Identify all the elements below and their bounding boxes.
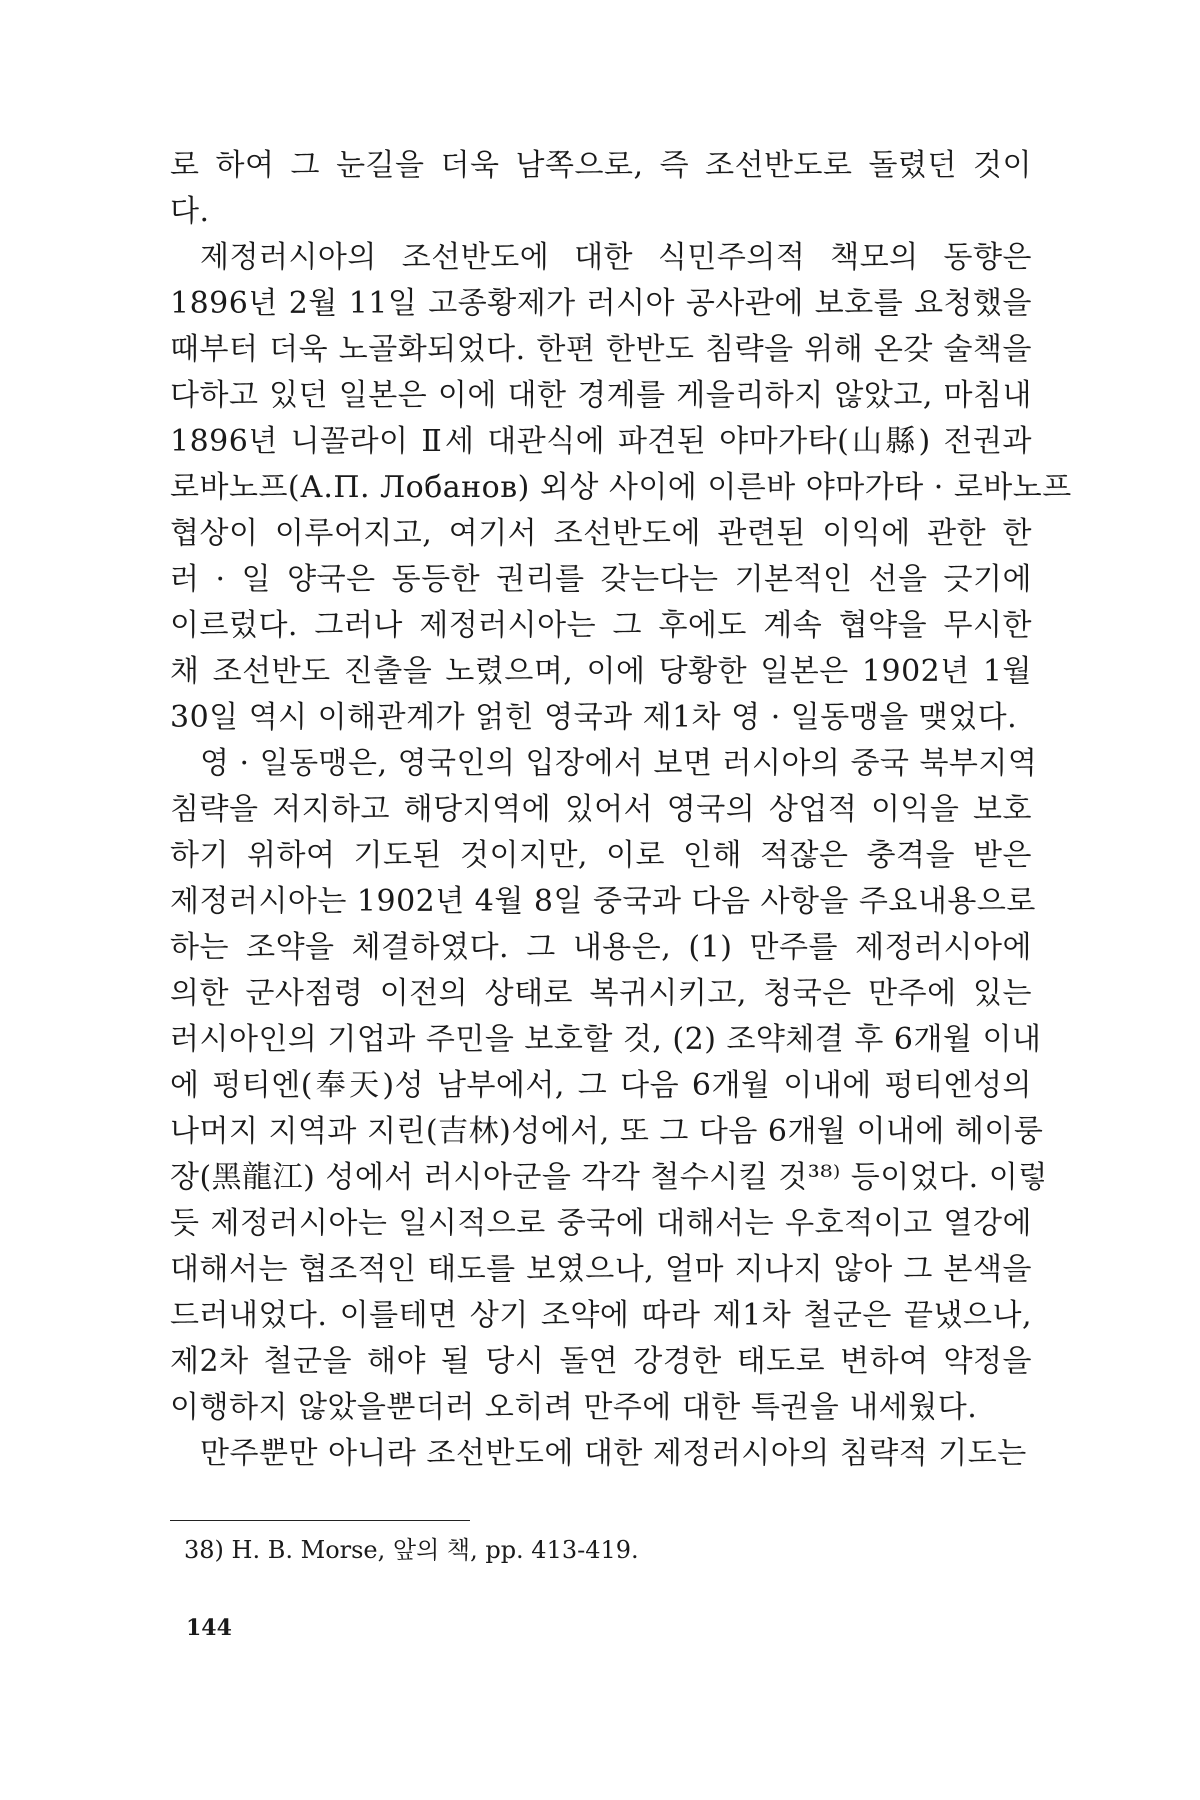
text-line: 이르렀다. 그러나 제정러시아는 그 후에도 계속 협약을 무시한 <box>170 608 1032 643</box>
text-line: 의한 군사점령 이전의 상태로 복귀시키고, 청국은 만주에 있는 <box>170 976 1032 1011</box>
text-line: 하기 위하여 기도된 것이지만, 이로 인해 적잖은 충격을 받은 <box>170 838 1032 873</box>
text-line: 듯 제정러시아는 일시적으로 중국에 대해서는 우호적이고 열강에 <box>170 1206 1032 1241</box>
text-line: 장(黑龍江) 성에서 러시아군을 각각 철수시킬 것³⁸⁾ 등이었다. 이렇 <box>170 1160 1048 1195</box>
paragraph-first-line: 영 · 일동맹은, 영국인의 입장에서 보면 러시아의 중국 북부지역 <box>200 746 1038 781</box>
text-line: 1896년 2월 11일 고종황제가 러시아 공사관에 보호를 요청했을 <box>170 286 1032 321</box>
text-line: 하는 조약을 체결하였다. 그 내용은, (1) 만주를 제정러시아에 <box>170 930 1032 965</box>
text-line: 제정러시아는 1902년 4월 8일 중국과 다음 사항을 주요내용으로 <box>170 884 1036 919</box>
text-line: 침략을 저지하고 해당지역에 있어서 영국의 상업적 이익을 보호 <box>170 792 1032 827</box>
text-line: 제2차 철군을 해야 될 당시 돌연 강경한 태도로 변하여 약정을 <box>170 1344 1032 1379</box>
text-line: 에 펑티엔(奉天)성 남부에서, 그 다음 6개월 이내에 펑티엔성의 <box>170 1068 1032 1103</box>
text-line: 1896년 니꼴라이 Ⅱ세 대관식에 파견된 야마가타(山縣) 전권과 <box>170 424 1032 459</box>
text-line: 때부터 더욱 노골화되었다. 한편 한반도 침략을 위해 온갖 술책을 <box>170 332 1032 367</box>
text-line: 30일 역시 이해관계가 얽힌 영국과 제1차 영 · 일동맹을 맺었다. <box>170 700 1018 735</box>
text-line: 이행하지 않았을뿐더러 오히려 만주에 대한 특권을 내세웠다. <box>170 1390 978 1425</box>
text-line: 로바노프(А.П. Лобанов) 외상 사이에 이른바 야마가타 · 로바노프 <box>170 470 1072 505</box>
text-line: 다하고 있던 일본은 이에 대한 경계를 게을리하지 않았고, 마침내 <box>170 378 1032 413</box>
text-line: 다. <box>170 194 210 229</box>
paragraph-first-line: 만주뿐만 아니라 조선반도에 대한 제정러시아의 침략적 기도는 <box>200 1436 1027 1471</box>
text-line: 러 · 일 양국은 동등한 권리를 갖는다는 기본적인 선을 긋기에 <box>170 562 1032 597</box>
text-line: 협상이 이루어지고, 여기서 조선반도에 관련된 이익에 관한 한 <box>170 516 1032 551</box>
text-line: 러시아인의 기업과 주민을 보호할 것, (2) 조약체결 후 6개월 이내 <box>170 1022 1042 1057</box>
body-text <box>170 143 1072 1477</box>
text-line: 채 조선반도 진출을 노렸으며, 이에 당황한 일본은 1902년 1월 <box>170 654 1032 689</box>
paragraph-first-line: 제정러시아의 조선반도에 대한 식민주의적 책모의 동향은 <box>200 240 1032 275</box>
page-number: 144 <box>186 1615 232 1641</box>
text-line: 대해서는 협조적인 태도를 보였으나, 얼마 지나지 않아 그 본색을 <box>170 1252 1032 1287</box>
text-line: 드러내었다. 이를테면 상기 조약에 따라 제1차 철군은 끝냈으나, <box>170 1298 1032 1333</box>
footnote-divider <box>170 1520 470 1521</box>
text-line: 나머지 지역과 지린(吉林)성에서, 또 그 다음 6개월 이내에 헤이룽 <box>170 1114 1044 1149</box>
text-line: 로 하여 그 눈길을 더욱 남쪽으로, 즉 조선반도로 돌렸던 것이 <box>170 148 1032 183</box>
footnote: 38) H. B. Morse, 앞의 책, pp. 413-419. <box>184 1536 639 1564</box>
